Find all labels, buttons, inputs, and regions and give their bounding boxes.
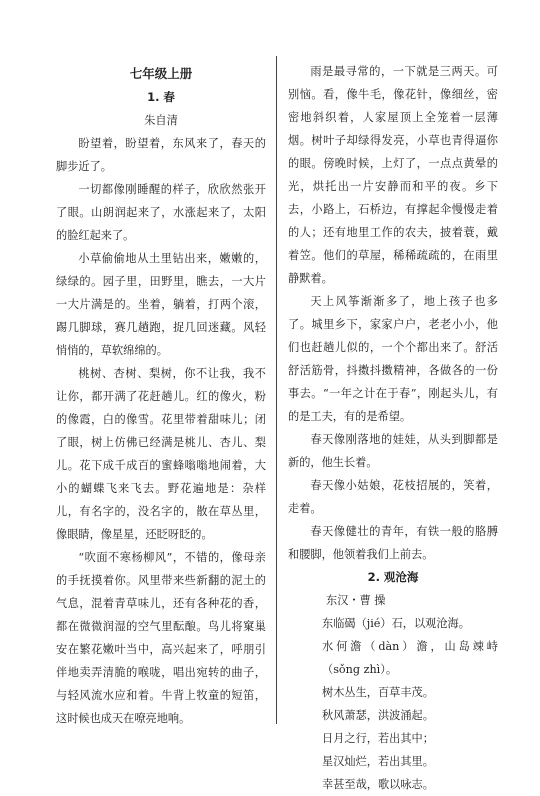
chapter-1-author: 朱自清	[144, 114, 178, 127]
paragraph: 一切都像刚睡醒的样子，欣欣然张开了眼。山朗润起来了，水涨起来了，太阳的脸红起来了。	[56, 183, 266, 242]
poem-line: 水何澹（dàn）澹，山岛竦峙（sǒng zhì）。	[322, 640, 498, 676]
chapter-2-title: 2. 观沧海	[367, 570, 419, 584]
paragraph: “吹面不寒杨柳风”，不错的，像母亲的手抚摸着你。风里带来些新翻的泥土的气息，混着青草味儿，还有各种花的香，都在微微润湿的空气里酝酿。鸟儿将窠巢安在繁花嫩叶当中，高兴起来了，呼朋引伴地卖弄清脆的喉咙，唱出宛转的曲子，与轻风流水应和着。牛背上牧童的短笛，这时候也成天在嘹亮地响。	[56, 551, 266, 725]
left-column	[56, 60, 266, 730]
poem-line: 东临碣（jié）石，以观沧海。	[322, 617, 470, 630]
paragraph: 春天像刚落地的娃娃，从头到脚都是新的，他生长着。	[288, 433, 498, 469]
poem-line: 秋风萧瑟，洪波涌起。	[322, 709, 434, 722]
poem-line: 星汉灿烂，若出其里。	[322, 755, 434, 768]
right-column	[288, 60, 498, 796]
paragraph: 桃树、杏树、梨树，你不让我，我不让你，都开满了花赶趟儿。红的像火，粉的像霞，白的像雪。花里带着甜味儿；闭了眼，树上仿佛已经满是桃儿、杏儿、梨儿。花下成千成百的蜜蜂嗡嗡地闹着，大小的蝴蝶飞来飞去。野花遍地是：杂样儿，有名字的，没名字的，散在草丛里，像眼睛，像星星，还眨呀眨的。	[56, 367, 266, 541]
poem-line: 幸甚至哉，歌以咏志。	[322, 778, 434, 791]
chapter-1-title: 1. 春	[147, 90, 175, 104]
chapter-2-author: 东汉・曹 操	[326, 594, 386, 607]
paragraph: 春天像小姑娘，花枝招展的，笑着，走着。	[288, 479, 498, 515]
poem	[288, 589, 498, 796]
column-divider	[276, 56, 277, 724]
paragraph: 小草偷偷地从土里钻出来，嫩嫩的，绿绿的。园子里，田野里，瞧去，一大片一大片满是的。坐着，躺着，打两个滚，踢几脚球，赛几趟跑，捉几回迷藏。风轻悄悄的，草软绵绵的。	[56, 252, 266, 357]
grade-title: 七年级上册	[129, 66, 193, 81]
poem-line: 日月之行，若出其中；	[322, 732, 434, 745]
paragraph: 春天像健壮的青年，有铁一般的胳膊和腰脚，他领着我们上前去。	[288, 525, 498, 561]
poem-line: 树木丛生，百草丰茂。	[322, 686, 434, 699]
paragraph: 雨是最寻常的，一下就是三两天。可别恼。看，像牛毛，像花针，像细丝，密密地斜织着，人家屋顶上全笼着一层薄烟。树叶子却绿得发亮，小草也青得逼你的眼。傍晚时候，上灯了，一点点黄晕的光，烘托出一片安静而和平的夜。乡下去，小路上，石桥边，有撑起伞慢慢走着的人；还有地里工作的农夫，披着蓑，戴着笠。他们的草屋，稀稀疏疏的，在雨里静默着。	[288, 65, 498, 285]
paragraph: 天上风筝渐渐多了，地上孩子也多了。城里乡下，家家户户，老老小小，他们也赶趟儿似的，一个个都出来了。舒活舒活筋骨，抖擞抖擞精神，各做各的一份事去。“一年之计在于春”，刚起头儿，有的是工夫，有的是希望。	[288, 295, 498, 423]
paragraph: 盼望着，盼望着，东风来了，春天的脚步近了。	[56, 137, 266, 173]
